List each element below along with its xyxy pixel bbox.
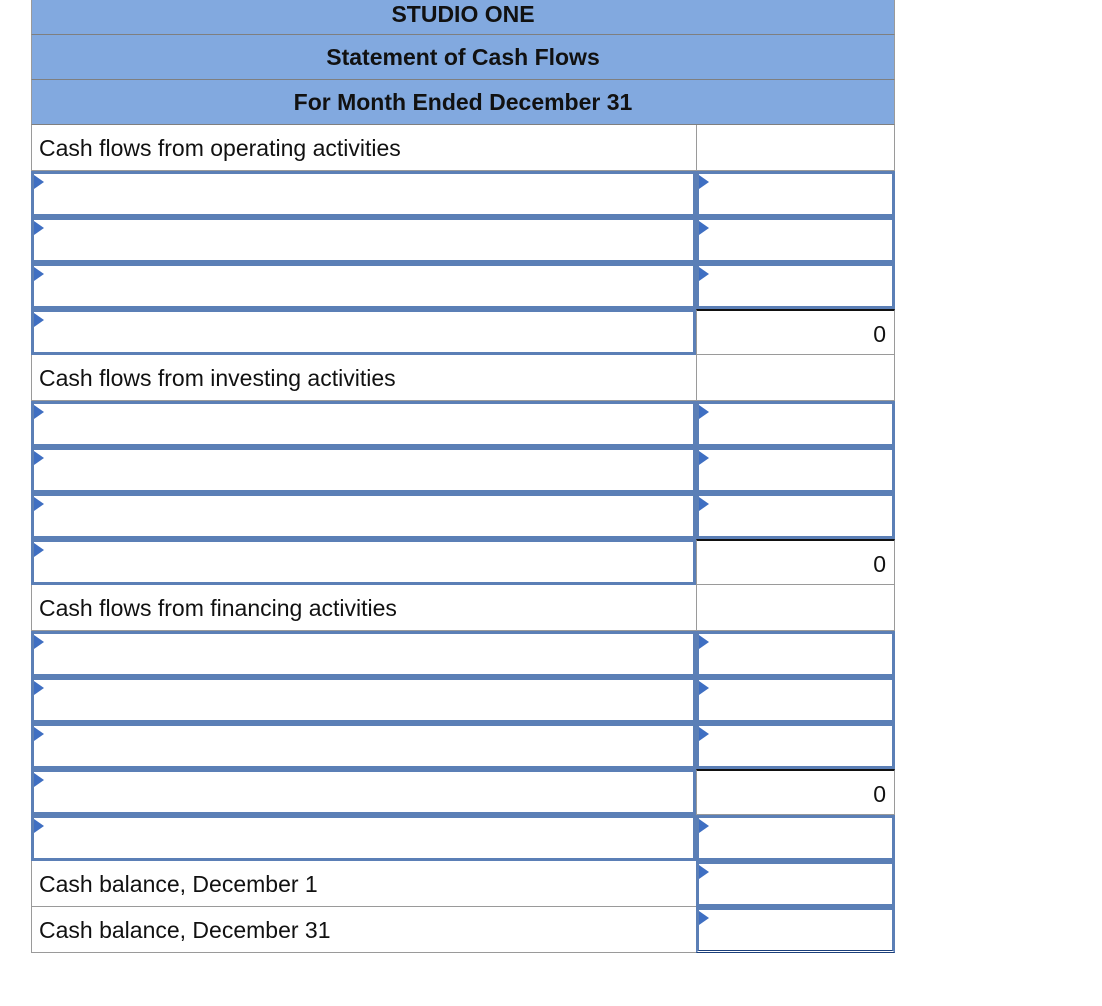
financing-line-3-amount-input[interactable] <box>696 723 895 769</box>
input-marker-icon <box>699 221 709 235</box>
financing-line-3-dropdown[interactable] <box>31 723 696 769</box>
dropdown-marker-icon <box>34 451 44 465</box>
investing-subtotal-value: 0 <box>696 539 895 585</box>
dropdown-marker-icon <box>34 497 44 511</box>
investing-line-2-dropdown[interactable] <box>31 447 696 493</box>
operating-line-1-dropdown[interactable] <box>31 171 696 217</box>
investing-section-header-row <box>31 355 895 401</box>
cash-flow-statement-table <box>31 0 895 953</box>
dropdown-marker-icon <box>34 727 44 741</box>
statement-period: For Month Ended December 31 <box>31 80 895 125</box>
input-marker-icon <box>699 819 709 833</box>
investing-section-label: Cash flows from investing activities <box>31 355 696 401</box>
input-marker-icon <box>699 451 709 465</box>
begin-balance-amount-input[interactable] <box>696 861 895 907</box>
input-marker-icon <box>699 405 709 419</box>
financing-input-row-1 <box>31 631 895 677</box>
operating-total-label-dropdown[interactable] <box>31 309 696 355</box>
financing-line-1-amount-input[interactable] <box>696 631 895 677</box>
input-marker-icon <box>699 865 709 879</box>
investing-total-row <box>31 539 895 585</box>
investing-line-2-amount-input[interactable] <box>696 447 895 493</box>
net-change-amount-input[interactable] <box>696 815 895 861</box>
operating-input-row-3 <box>31 263 895 309</box>
investing-line-3-dropdown[interactable] <box>31 493 696 539</box>
dropdown-marker-icon <box>34 773 44 787</box>
financing-line-1-dropdown[interactable] <box>31 631 696 677</box>
investing-header-amount-cell <box>696 355 895 401</box>
operating-subtotal-value: 0 <box>696 309 895 355</box>
operating-total-row <box>31 309 895 355</box>
end-balance-amount-input[interactable] <box>696 907 895 953</box>
investing-total-label-dropdown[interactable] <box>31 539 696 585</box>
investing-input-row-2 <box>31 447 895 493</box>
input-marker-icon <box>699 497 709 511</box>
operating-line-2-dropdown[interactable] <box>31 217 696 263</box>
input-marker-icon <box>699 681 709 695</box>
financing-input-row-3 <box>31 723 895 769</box>
investing-input-row-1 <box>31 401 895 447</box>
financing-total-label-dropdown[interactable] <box>31 769 696 815</box>
dropdown-marker-icon <box>34 405 44 419</box>
dropdown-marker-icon <box>34 221 44 235</box>
financing-header-amount-cell <box>696 585 895 631</box>
dropdown-marker-icon <box>34 313 44 327</box>
dropdown-marker-icon <box>34 543 44 557</box>
investing-line-3-amount-input[interactable] <box>696 493 895 539</box>
financing-total-row <box>31 769 895 815</box>
dropdown-marker-icon <box>34 819 44 833</box>
operating-line-3-dropdown[interactable] <box>31 263 696 309</box>
financing-input-row-2 <box>31 677 895 723</box>
operating-line-3-amount-input[interactable] <box>696 263 895 309</box>
financing-subtotal-value: 0 <box>696 769 895 815</box>
financing-line-2-amount-input[interactable] <box>696 677 895 723</box>
company-name: STUDIO ONE <box>31 0 895 35</box>
financing-section-label: Cash flows from financing activities <box>31 585 696 631</box>
net-change-row <box>31 815 895 861</box>
investing-line-1-dropdown[interactable] <box>31 401 696 447</box>
input-marker-icon <box>699 175 709 189</box>
operating-section-header-row <box>31 125 895 171</box>
input-marker-icon <box>699 727 709 741</box>
operating-input-row-1 <box>31 171 895 217</box>
investing-line-1-amount-input[interactable] <box>696 401 895 447</box>
end-balance-row <box>31 907 895 953</box>
begin-balance-row <box>31 861 895 907</box>
dropdown-marker-icon <box>34 635 44 649</box>
operating-header-amount-cell <box>696 125 895 171</box>
input-marker-icon <box>699 635 709 649</box>
dropdown-marker-icon <box>34 175 44 189</box>
end-balance-label: Cash balance, December 31 <box>31 907 696 953</box>
operating-line-2-amount-input[interactable] <box>696 217 895 263</box>
net-change-label-dropdown[interactable] <box>31 815 696 861</box>
operating-section-label: Cash flows from operating activities <box>31 125 696 171</box>
financing-section-header-row <box>31 585 895 631</box>
operating-line-1-amount-input[interactable] <box>696 171 895 217</box>
operating-input-row-2 <box>31 217 895 263</box>
dropdown-marker-icon <box>34 267 44 281</box>
dropdown-marker-icon <box>34 681 44 695</box>
statement-title: Statement of Cash Flows <box>31 35 895 80</box>
investing-input-row-3 <box>31 493 895 539</box>
financing-line-2-dropdown[interactable] <box>31 677 696 723</box>
begin-balance-label: Cash balance, December 1 <box>31 861 696 907</box>
input-marker-icon <box>699 267 709 281</box>
input-marker-icon <box>699 911 709 925</box>
